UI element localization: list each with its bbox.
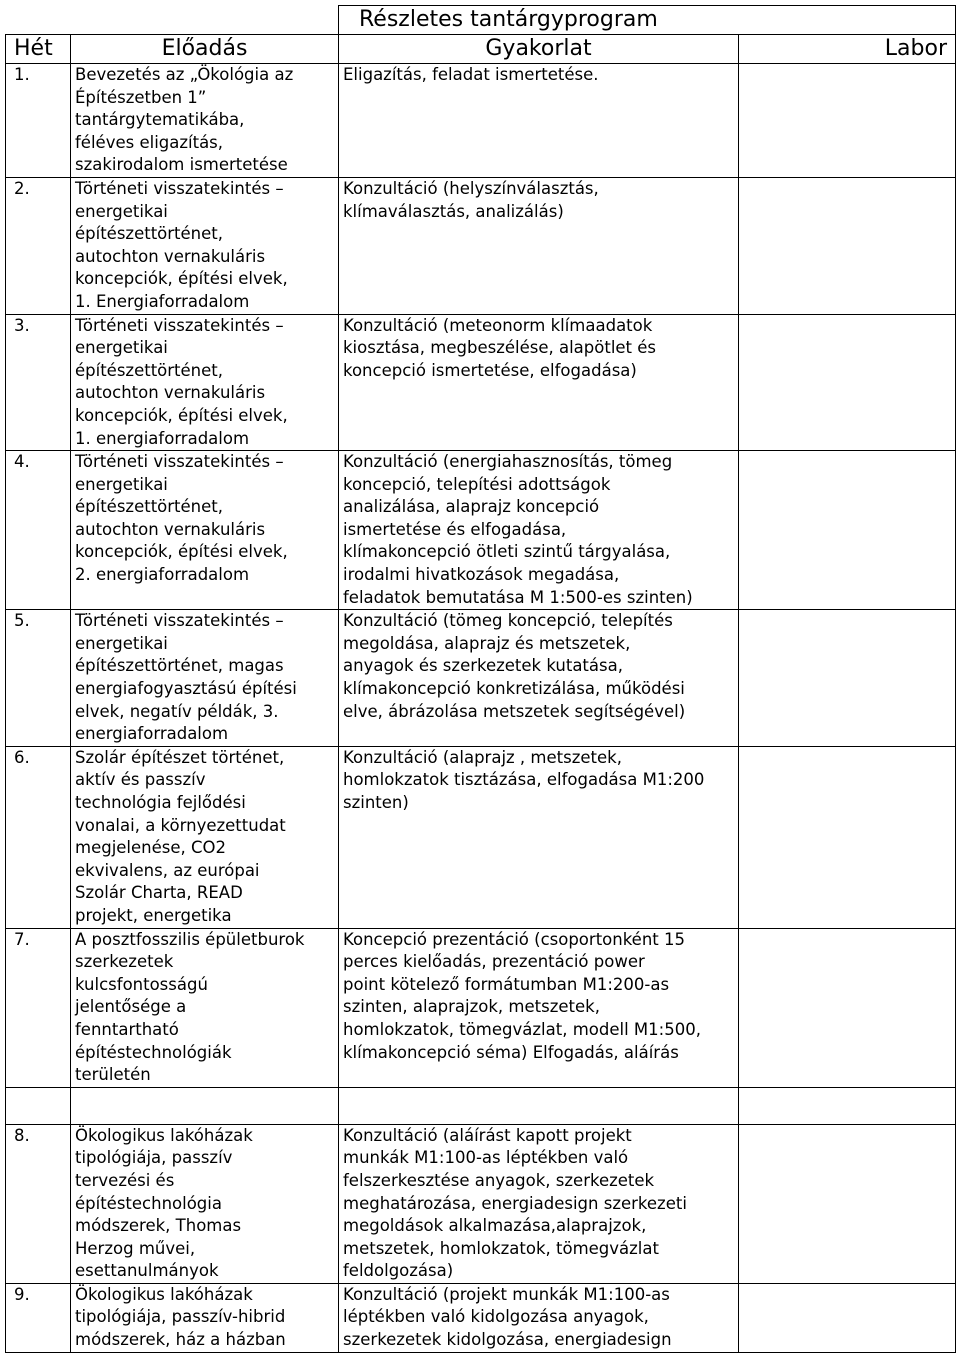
lecture-cell	[71, 928, 339, 1087]
spacer-cell	[339, 1087, 739, 1124]
table-row	[6, 1124, 956, 1283]
week-number: 4.	[6, 451, 71, 610]
lab-cell	[739, 64, 956, 178]
header-gyakorlat: Gyakorlat	[339, 35, 739, 64]
lab-cell	[739, 746, 956, 928]
practice-cell	[339, 451, 739, 610]
practice-cell	[339, 610, 739, 747]
lecture-text: Történeti visszatekintés – energetikai építészettörténet, autochton vernakuláris koncepciók, építési elvek, 1. energiaforradalom	[75, 315, 288, 448]
lecture-cell	[71, 1283, 339, 1352]
practice-cell	[339, 1283, 739, 1352]
lab-cell	[739, 314, 956, 451]
lecture-text: Ökologikus lakóházak tipológiája, passzív tervezési és építéstechnológia módszerek, Thomas Herzog művei, esettanulmányok	[75, 1125, 253, 1281]
lecture-text: Történeti visszatekintés – energetikai építészettörténet, autochton vernakuláris koncepciók, építési elvek, 2. energiaforradalom	[75, 452, 288, 585]
lecture-text: Szolár építészet történet, aktív és passzív technológia fejlődési vonalai, a környezettudat megjelenése, CO2 ekvivalens, az európai Szolár Charta, READ projekt, energetika	[75, 747, 286, 925]
lecture-cell	[71, 64, 339, 178]
lecture-cell	[71, 746, 339, 928]
practice-text: Konzultáció (alaprajz , metszetek, homlokzatok tisztázása, elfogadása M1:200 szinten)	[343, 747, 705, 812]
lecture-text: A posztfosszilis épületburok szerkezetek kulcsfontosságú jelentősége a fenntartható építéstechnológiák területén	[75, 929, 305, 1085]
week-number: 9.	[6, 1283, 71, 1352]
week-number: 8.	[6, 1124, 71, 1283]
practice-text: Konzultáció (tömeg koncepció, telepítés megoldása, alaprajz és metszetek, anyagok és szerkezetek kutatása, klímakoncepció konkretizálása, működési elve, ábrázolása metszetek segítségével)	[343, 611, 686, 721]
lecture-text: Történeti visszatekintés – energetikai építészettörténet, magas energiafogyasztású építési elvek, negatív példák, 3. energiaforradalom	[75, 611, 297, 744]
lecture-text: Történeti visszatekintés – energetikai építészettörténet, autochton vernakuláris koncepciók, építési elvek, 1. Energiaforradalom	[75, 178, 288, 311]
lab-cell	[739, 610, 956, 747]
lecture-text: Ökologikus lakóházak tipológiája, passzív-hibrid módszerek, ház a házban	[75, 1284, 286, 1350]
table-row	[6, 746, 956, 928]
lecture-cell	[71, 610, 339, 747]
table-row	[6, 177, 956, 314]
practice-text: Konzultáció (helyszínválasztás, klímaválasztás, analizálás)	[343, 178, 599, 221]
practice-cell	[339, 64, 739, 178]
title-spacer	[6, 6, 339, 35]
spacer-cell	[739, 1087, 956, 1124]
spacer-cell	[6, 1087, 71, 1124]
spacer-row	[6, 1087, 956, 1124]
practice-cell	[339, 928, 739, 1087]
week-number: 2.	[6, 177, 71, 314]
header-het: Hét	[6, 35, 71, 64]
lab-cell	[739, 1283, 956, 1352]
week-number: 3.	[6, 314, 71, 451]
practice-cell	[339, 177, 739, 314]
week-number: 6.	[6, 746, 71, 928]
lab-cell	[739, 177, 956, 314]
syllabus-table	[5, 5, 956, 1353]
page-title: Részletes tantárgyprogram	[339, 6, 956, 35]
lecture-text: Bevezetés az „Ökológia az Építészetben 1” tantárgytematikába, féléves eligazítás, szakirodalom ismertetése	[75, 65, 294, 175]
practice-text: Koncepció prezentáció (csoportonként 15 perces kielőadás, prezentáció power point kötelező formátumban M1:200-as szinten, alaprajzok, metszetek, homlokzatok, tömegvázlat, modell M1:500, klímakoncepció séma) Elfogadás, aláírás	[343, 929, 701, 1062]
practice-cell	[339, 746, 739, 928]
week-number: 7.	[6, 928, 71, 1087]
lab-cell	[739, 1124, 956, 1283]
spacer-cell	[71, 1087, 339, 1124]
lecture-cell	[71, 1124, 339, 1283]
practice-text: Konzultáció (meteonorm klímaadatok kiosztása, megbeszélése, alapötlet és koncepció ismertetése, elfogadása)	[343, 315, 657, 380]
lecture-cell	[71, 451, 339, 610]
lab-cell	[739, 928, 956, 1087]
table-row	[6, 314, 956, 451]
week-number: 1.	[6, 64, 71, 178]
table-row	[6, 1283, 956, 1352]
table-row	[6, 451, 956, 610]
practice-text: Konzultáció (energiahasznosítás, tömeg koncepció, telepítési adottságok analizálása, alaprajz koncepció ismertetése és elfogadása, klímakoncepció ötleti szintű tárgyalása, irodalmi hivatkozások megadása, feladatok bemutatása M 1:500-es szinten)	[343, 452, 693, 607]
lab-cell	[739, 451, 956, 610]
practice-cell	[339, 314, 739, 451]
practice-text: Konzultáció (projekt munkák M1:100-as léptékben való kidolgozása anyagok, szerkezetek kidolgozása, energiadesign	[343, 1284, 672, 1350]
table-row	[6, 928, 956, 1087]
table-row	[6, 610, 956, 747]
practice-cell	[339, 1124, 739, 1283]
week-number: 5.	[6, 610, 71, 747]
header-row	[6, 35, 956, 64]
header-labor: Labor	[739, 35, 956, 64]
title-row	[6, 6, 956, 35]
header-eloadas: Előadás	[71, 35, 339, 64]
practice-text: Eligazítás, feladat ismertetése.	[343, 65, 599, 84]
lecture-cell	[71, 177, 339, 314]
practice-text: Konzultáció (aláírást kapott projekt munkák M1:100-as léptékben való felszerkesztése anyagok, szerkezetek meghatározása, energiadesign szerkezeti megoldások alkalmazása,alaprajzok, metszetek, homlokzatok, tömegvázlat feldolgozása)	[343, 1125, 687, 1281]
table-row	[6, 64, 956, 178]
lecture-cell	[71, 314, 339, 451]
